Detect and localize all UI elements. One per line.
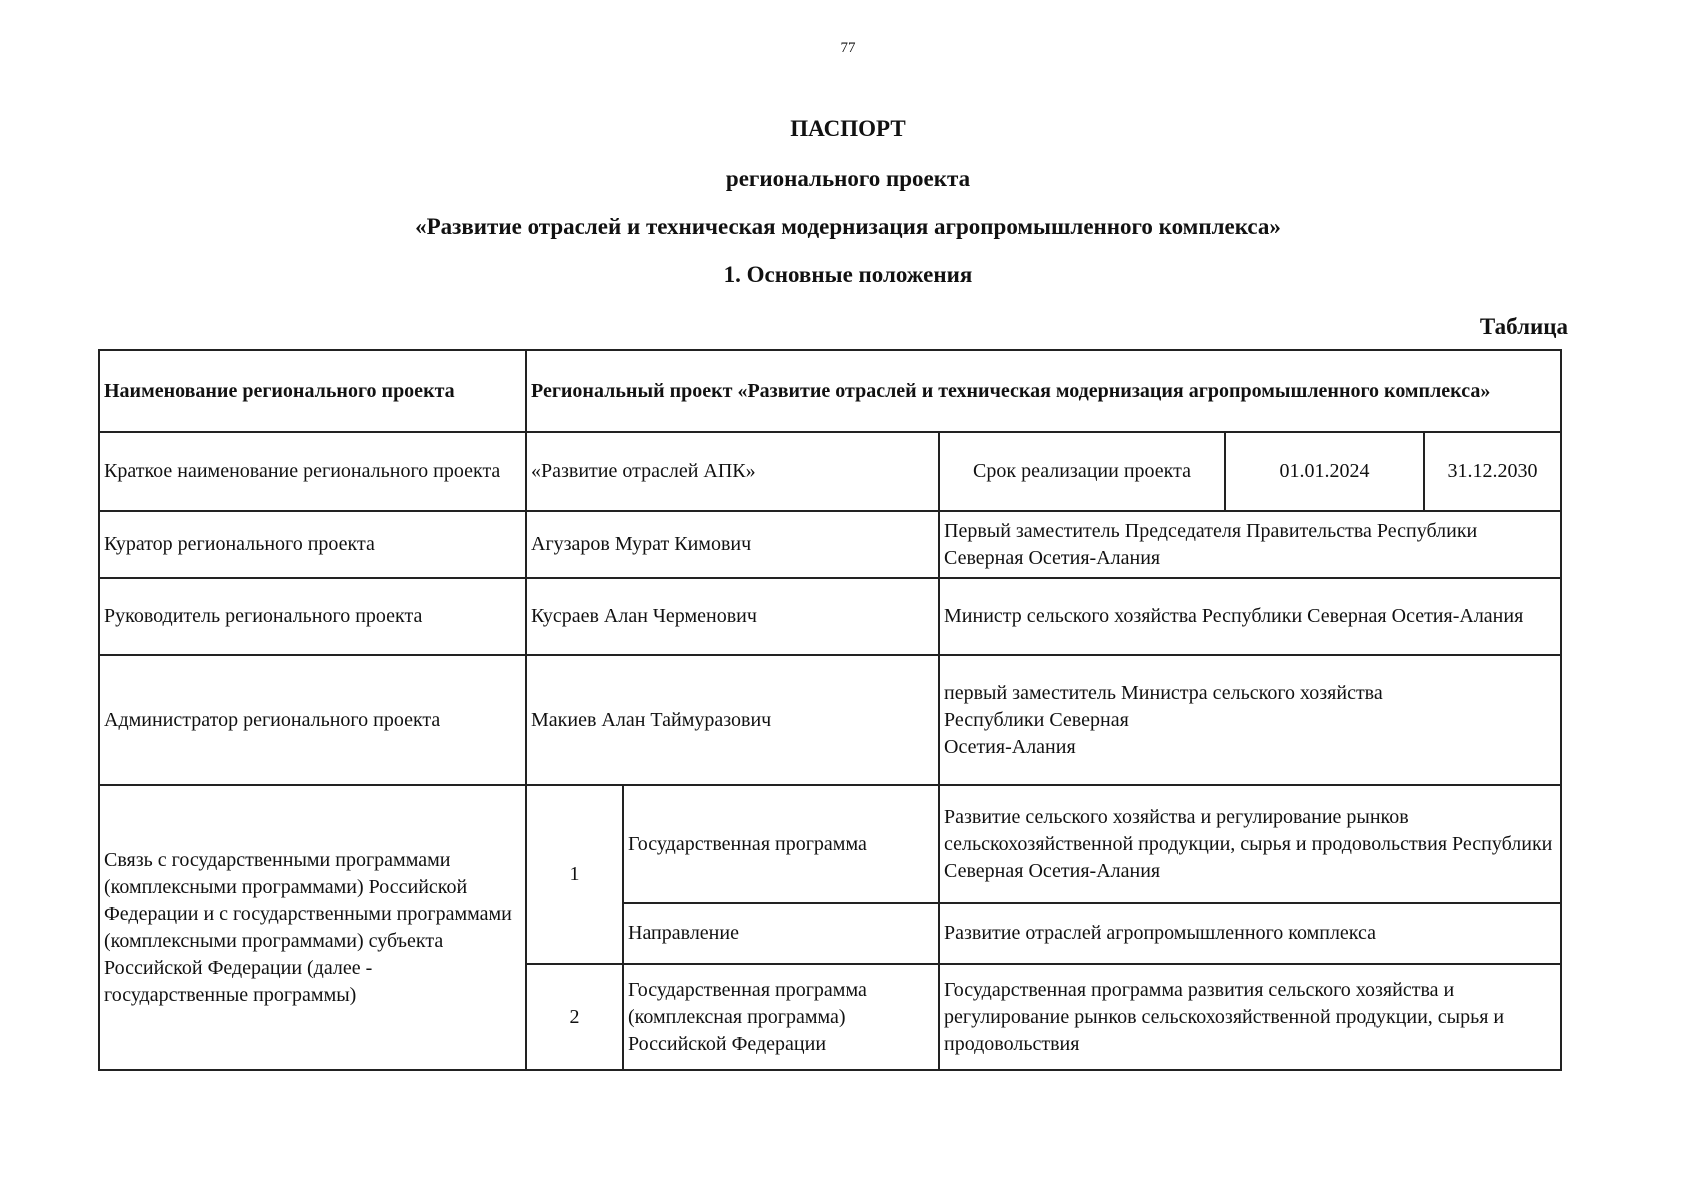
- row-label-program-links: Связь с государственными программами (комплексными программами) Российской Федерации и с государственными программами (комплексными программами) субъекта Российской Федерации (далее - государственные программы): [99, 785, 526, 1070]
- program-type: Государственная программа (комплексная программа) Российской Федерации: [623, 964, 939, 1070]
- row-label-curator: Куратор регионального проекта: [99, 511, 526, 578]
- direction-label: Направление: [623, 903, 939, 964]
- term-end-date: 31.12.2030: [1424, 432, 1561, 511]
- program-number: 1: [526, 785, 623, 964]
- row-label-administrator: Администратор регионального проекта: [99, 655, 526, 785]
- table-row: [99, 578, 1561, 655]
- term-label: Срок реализации проекта: [939, 432, 1225, 511]
- administrator-name: Макиев Алан Таймуразович: [526, 655, 939, 785]
- direction-value: Развитие отраслей агропромышленного комплекса: [939, 903, 1561, 964]
- program-type: Государственная программа: [623, 785, 939, 903]
- table-row: [99, 655, 1561, 785]
- row-label-head: Руководитель регионального проекта: [99, 578, 526, 655]
- project-title: «Развитие отраслей и техническая модернизация агропромышленного комплекса»: [415, 214, 1281, 239]
- term-start-date: 01.01.2024: [1225, 432, 1424, 511]
- program-number: 2: [526, 964, 623, 1070]
- curator-name: Агузаров Мурат Кимович: [526, 511, 939, 578]
- section-heading: 1. Основные положения: [723, 262, 973, 287]
- page-number: 77: [840, 40, 856, 56]
- head-position: Министр сельского хозяйства Республики Северная Осетия-Алания: [939, 578, 1561, 655]
- head-name: Кусраев Алан Черменович: [526, 578, 939, 655]
- program-name: Государственная программа развития сельского хозяйства и регулирование рынков сельскохозяйственной продукции, сырья и продовольствия: [939, 964, 1561, 1070]
- administrator-position: [939, 655, 1561, 785]
- table-row: [99, 432, 1561, 511]
- table-row: [99, 785, 1561, 903]
- table-caption: Таблица: [1479, 314, 1568, 339]
- row-label-project-name: Наименование регионального проекта: [99, 350, 526, 432]
- passport-table: [98, 349, 1562, 1071]
- project-name-value: Региональный проект «Развитие отраслей и техническая модернизация агропромышленного комплекса»: [526, 350, 1561, 432]
- administrator-position-line: первый заместитель Министра сельского хозяйства: [944, 681, 1383, 704]
- document-title: ПАСПОРТ: [790, 116, 906, 141]
- administrator-position-line: Осетия-Алания: [944, 735, 1076, 758]
- document-subtitle: регионального проекта: [725, 166, 971, 191]
- program-name: Развитие сельского хозяйства и регулирование рынков сельскохозяйственной продукции, сырья и продовольствия Республики Северная Осетия-Алания: [939, 785, 1561, 903]
- table-row: [99, 511, 1561, 578]
- curator-position: Первый заместитель Председателя Правительства Республики Северная Осетия-Алания: [939, 511, 1561, 578]
- row-label-short-name: Краткое наименование регионального проекта: [99, 432, 526, 511]
- short-name-value: «Развитие отраслей АПК»: [526, 432, 939, 511]
- administrator-position-line: Республики Северная: [944, 708, 1129, 731]
- table-row: [99, 350, 1561, 432]
